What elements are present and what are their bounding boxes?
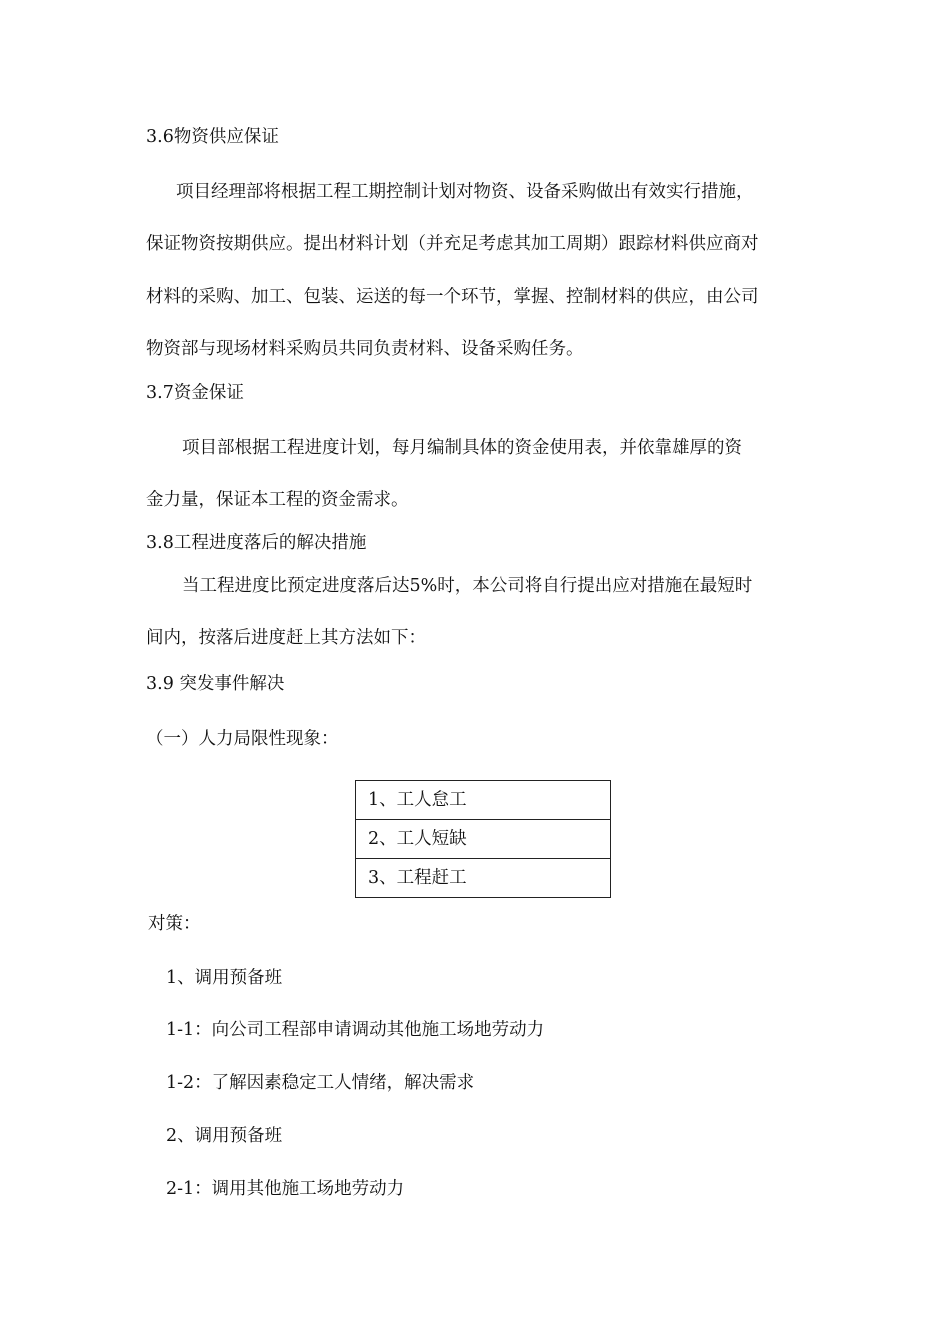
section-3-9-subheading: （一）人力局限性现象： — [146, 729, 339, 749]
table-row — [356, 781, 611, 820]
section-3-6-line-3: 材料的采购、加工、包装、运送的每一个环节，掌握、控制材料的供应，由公司 — [146, 287, 759, 307]
table-row — [356, 859, 611, 898]
countermeasure-label: 对策： — [148, 914, 201, 934]
table-cell: 1、工人怠工 — [356, 781, 611, 820]
section-3-7-line-1: 项目部根据工程进度计划，每月编制具体的资金使用表，并依靠雄厚的资 — [182, 438, 742, 458]
labor-issues-table — [355, 780, 611, 898]
countermeasure-item-2: 2、调用预备班 — [166, 1126, 283, 1146]
section-3-6-line-4: 物资部与现场材料采购员共同负责材料、设备采购任务。 — [146, 339, 584, 359]
section-3-7-heading: 3.7资金保证 — [146, 383, 244, 403]
section-3-8-line-1: 当工程进度比预定进度落后达5%时，本公司将自行提出应对措施在最短时 — [182, 576, 753, 596]
section-3-8-heading: 3.8工程进度落后的解决措施 — [146, 533, 367, 553]
section-3-7-line-2: 金力量，保证本工程的资金需求。 — [146, 490, 409, 510]
countermeasure-item-1-2: 1-2：了解因素稳定工人情绪，解决需求 — [166, 1073, 475, 1093]
section-3-8-line-2: 间内，按落后进度赶上其方法如下： — [146, 628, 426, 648]
section-3-9-heading: 3.9 突发事件解决 — [146, 674, 285, 694]
countermeasure-item-1-1: 1-1：向公司工程部申请调动其他施工场地劳动力 — [166, 1020, 545, 1040]
countermeasure-item-2-1: 2-1：调用其他施工场地劳动力 — [166, 1179, 405, 1199]
table-row — [356, 820, 611, 859]
section-3-6-line-1: 项目经理部将根据工程工期控制计划对物资、设备采购做出有效实行措施， — [176, 182, 754, 202]
section-3-6-line-2: 保证物资按期供应。提出材料计划（并充足考虑其加工周期）跟踪材料供应商对 — [146, 234, 759, 254]
section-3-6-heading: 3.6物资供应保证 — [146, 127, 279, 147]
table-cell: 2、工人短缺 — [356, 820, 611, 859]
countermeasure-item-1: 1、调用预备班 — [166, 968, 283, 988]
table-cell: 3、工程赶工 — [356, 859, 611, 898]
